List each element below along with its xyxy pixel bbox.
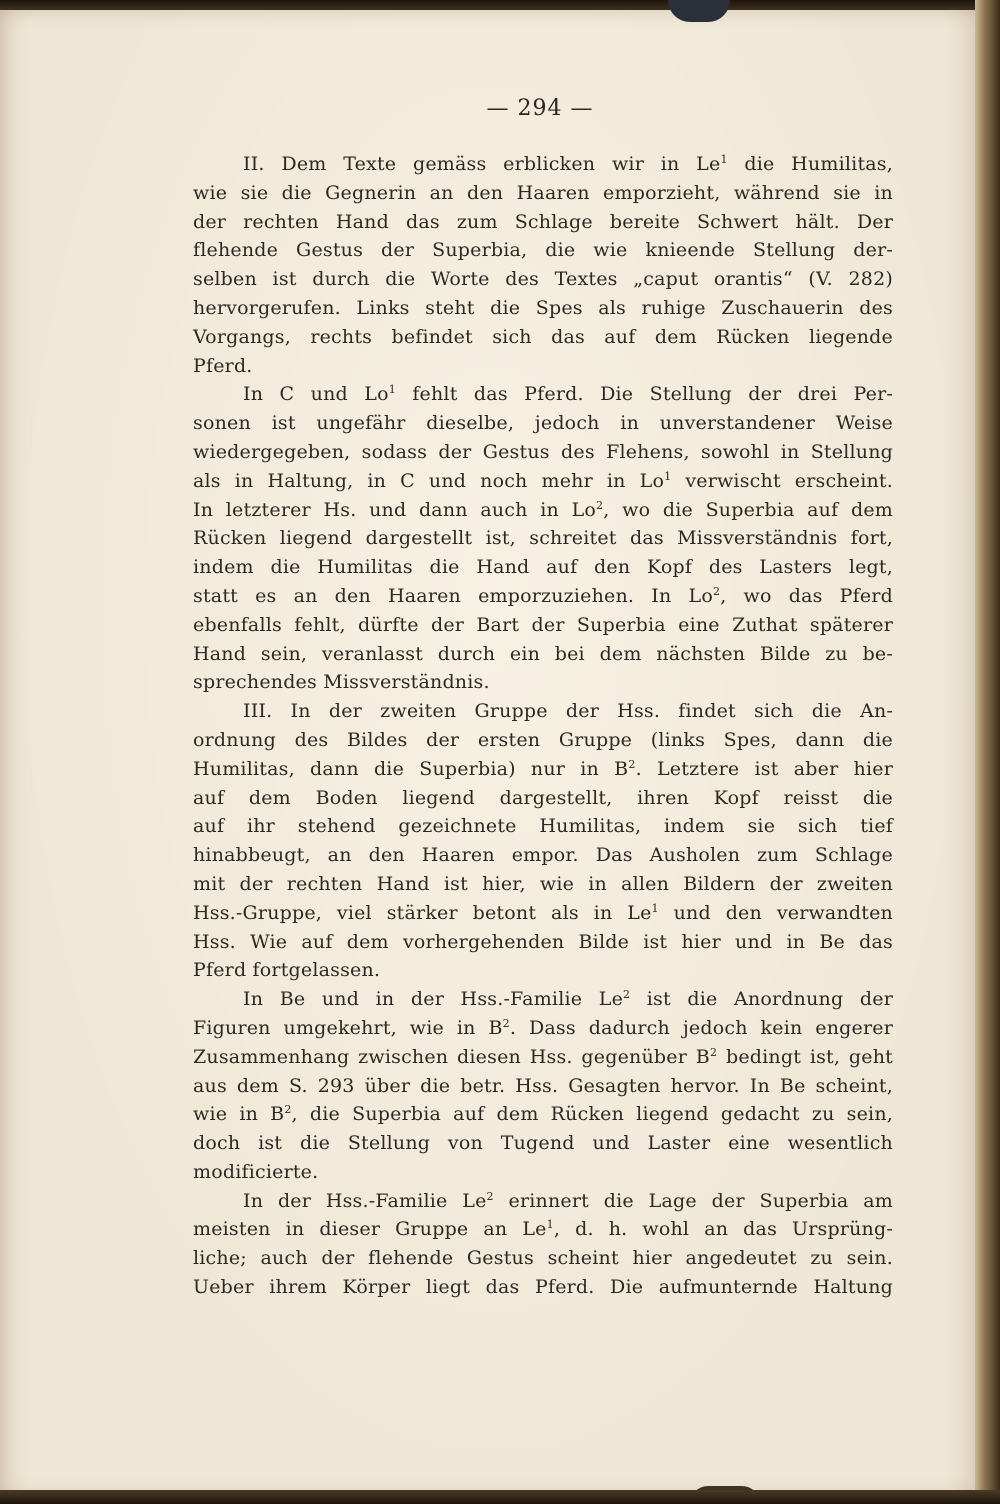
- text-segment: hinabbeugt, an den Haaren empor. Das Ausholen zum Schlage: [193, 844, 893, 867]
- superscript: 1: [651, 901, 659, 915]
- text-segment: wiedergegeben, sodass der Gestus des Flehens, sowohl in Stellung: [193, 440, 893, 463]
- text-segment: . Dass dadurch jedoch kein engerer: [509, 1016, 893, 1039]
- text-line: [193, 294, 893, 323]
- text-segment: die Humilitas,: [727, 153, 893, 175]
- text-segment: der rechten Hand das zum Schlage bereite Schwert hält. Der: [193, 210, 893, 233]
- text-segment: flehende Gestus der Superbia, die wie knieende Stellung der-: [193, 239, 893, 262]
- text-line: [193, 985, 893, 1014]
- body-text: [193, 150, 893, 1302]
- text-line: [193, 582, 893, 611]
- text-segment: auf ihr stehend gezeichnete Humilitas, indem sie sich tief: [193, 815, 893, 838]
- text-line: [193, 236, 893, 265]
- text-segment: Hss.-Gruppe, viel stärker betont als in Le: [193, 901, 652, 924]
- text-segment: III. In der zweiten Gruppe der Hss. findet sich die An-: [243, 700, 893, 723]
- superscript: 2: [502, 1016, 510, 1030]
- text-line: [193, 1072, 893, 1101]
- text-segment: als in Haltung, in C und noch mehr in Lo: [193, 469, 665, 492]
- text-line: [193, 265, 893, 294]
- text-segment: doch ist die Stellung von Tugend und Laster eine wesentlich: [193, 1132, 893, 1155]
- text-line: [193, 150, 893, 179]
- text-segment: wie sie die Gegnerin an den Haaren emporzieht, während sie in: [193, 181, 893, 204]
- text-line: [193, 438, 893, 467]
- text-segment: ordnung des Bildes der ersten Gruppe (links Spes, dann die: [193, 728, 893, 751]
- text-line: [193, 956, 893, 985]
- text-segment: Zusammenhang zwischen diesen Hss. gegenüber B: [193, 1045, 710, 1068]
- text-segment: II. Dem Texte gemäss erblicken wir in Le: [243, 153, 721, 175]
- text-line: [193, 1100, 893, 1129]
- text-segment: Vorgangs, rechts befindet sich das auf dem Rücken liegende: [193, 325, 893, 348]
- text-line: [193, 668, 893, 697]
- superscript: 1: [546, 1218, 554, 1232]
- text-segment: In C und Lo: [243, 383, 389, 406]
- text-segment: meisten in dieser Gruppe an Le: [193, 1218, 547, 1241]
- text-segment: auf dem Boden liegend dargestellt, ihren Kopf reisst die: [193, 786, 893, 809]
- text-line: [193, 524, 893, 553]
- text-segment: verwischt erscheint.: [671, 469, 893, 492]
- text-segment: , wo die Superbia auf dem: [603, 498, 893, 521]
- text-line: [193, 1129, 893, 1158]
- text-line: [193, 755, 893, 784]
- text-line: [193, 841, 893, 870]
- text-line: [193, 208, 893, 237]
- text-line: [193, 380, 893, 409]
- text-segment: hervorgerufen. Links steht die Spes als ruhige Zuschauerin des: [193, 296, 893, 319]
- page-bottom-edge: [0, 1490, 1000, 1504]
- text-line: [193, 611, 893, 640]
- text-line: [193, 812, 893, 841]
- text-segment: wie in B: [193, 1103, 285, 1126]
- text-line: [193, 409, 893, 438]
- superscript: 2: [628, 757, 636, 771]
- text-segment: , wo das Pferd: [720, 584, 893, 607]
- text-segment: Ueber ihrem Körper liegt das Pferd. Die aufmunternde Haltung: [193, 1276, 893, 1299]
- text-segment: statt es an den Haaren emporzuziehen. In Lo: [193, 584, 713, 607]
- text-line: [193, 467, 893, 496]
- text-line: [193, 870, 893, 899]
- text-line: [193, 1014, 893, 1043]
- text-segment: . Letztere ist aber hier: [635, 757, 893, 780]
- superscript: 1: [720, 153, 728, 166]
- text-line: [193, 496, 893, 525]
- text-segment: Hand sein, veranlasst durch ein bei dem nächsten Bilde zu be-: [193, 642, 893, 665]
- text-segment: In der Hss.-Familie Le: [243, 1189, 487, 1212]
- page-number: — 294 —: [486, 96, 594, 121]
- text-segment: ebenfalls fehlt, dürfte der Bart der Superbia eine Zuthat späterer: [193, 613, 893, 636]
- superscript: 2: [486, 1189, 494, 1203]
- text-line: [193, 553, 893, 582]
- text-line: [193, 1244, 893, 1273]
- text-segment: Humilitas, dann die Superbia) nur in B: [193, 757, 629, 780]
- text-segment: sprechendes Missverständnis.: [193, 671, 490, 694]
- text-segment: Hss. Wie auf dem vorhergehenden Bilde ist hier und in Be das: [193, 930, 893, 953]
- text-segment: erinnert die Lage der Superbia am: [493, 1189, 893, 1212]
- text-line: [193, 352, 893, 381]
- book-binding: [975, 0, 1000, 1504]
- text-line: [193, 784, 893, 813]
- superscript: 2: [623, 988, 631, 1002]
- text-line: [193, 1158, 893, 1187]
- text-line: [193, 928, 893, 957]
- text-segment: In Be und in der Hss.-Familie Le: [243, 988, 624, 1011]
- superscript: 2: [596, 498, 604, 512]
- text-segment: und den verwandten: [658, 901, 893, 924]
- superscript: 2: [709, 1045, 718, 1059]
- text-line: [193, 1215, 893, 1244]
- superscript: 2: [712, 584, 721, 598]
- text-line: [193, 1273, 893, 1302]
- text-segment: fehlt das Pferd. Die Stellung der drei Per-: [395, 383, 893, 406]
- text-segment: ist die Anordnung der: [630, 988, 893, 1011]
- text-line: [193, 1043, 893, 1072]
- text-segment: In letzterer Hs. und dann auch in Lo: [193, 498, 597, 521]
- text-segment: Figuren umgekehrt, wie in B: [193, 1016, 503, 1039]
- text-segment: liche; auch der flehende Gestus scheint hier angedeutet zu sein.: [193, 1247, 893, 1270]
- text-segment: modificierte.: [193, 1160, 319, 1183]
- text-line: [193, 697, 893, 726]
- text-line: [193, 899, 893, 928]
- text-line: [193, 640, 893, 669]
- text-segment: indem die Humilitas die Hand auf den Kopf des Lasters legt,: [193, 556, 893, 579]
- text-segment: , die Superbia auf dem Rücken liegend gedacht zu sein,: [291, 1103, 893, 1126]
- text-segment: sonen ist ungefähr dieselbe, jedoch in unverstandener Weise: [193, 412, 893, 435]
- text-line: [193, 726, 893, 755]
- text-segment: , d. h. wohl an das Ursprüng-: [553, 1218, 893, 1241]
- superscript: 2: [284, 1103, 292, 1117]
- text-line: [193, 323, 893, 352]
- text-segment: mit der rechten Hand ist hier, wie in allen Bildern der zweiten: [193, 872, 893, 895]
- superscript: 1: [388, 383, 396, 397]
- text-segment: Pferd fortgelassen.: [193, 959, 381, 982]
- text-segment: aus dem S. 293 über die betr. Hss. Gesagten hervor. In Be scheint,: [193, 1074, 893, 1097]
- superscript: 1: [664, 469, 672, 483]
- text-segment: Pferd.: [193, 354, 253, 377]
- text-line: [193, 1187, 893, 1216]
- text-segment: bedingt ist, geht: [717, 1045, 893, 1068]
- text-segment: selben ist durch die Worte des Textes „caput orantis“ (V. 282): [193, 268, 893, 291]
- text-segment: Rücken liegend dargestellt ist, schreitet das Missverständnis fort,: [193, 527, 893, 550]
- text-line: [193, 179, 893, 208]
